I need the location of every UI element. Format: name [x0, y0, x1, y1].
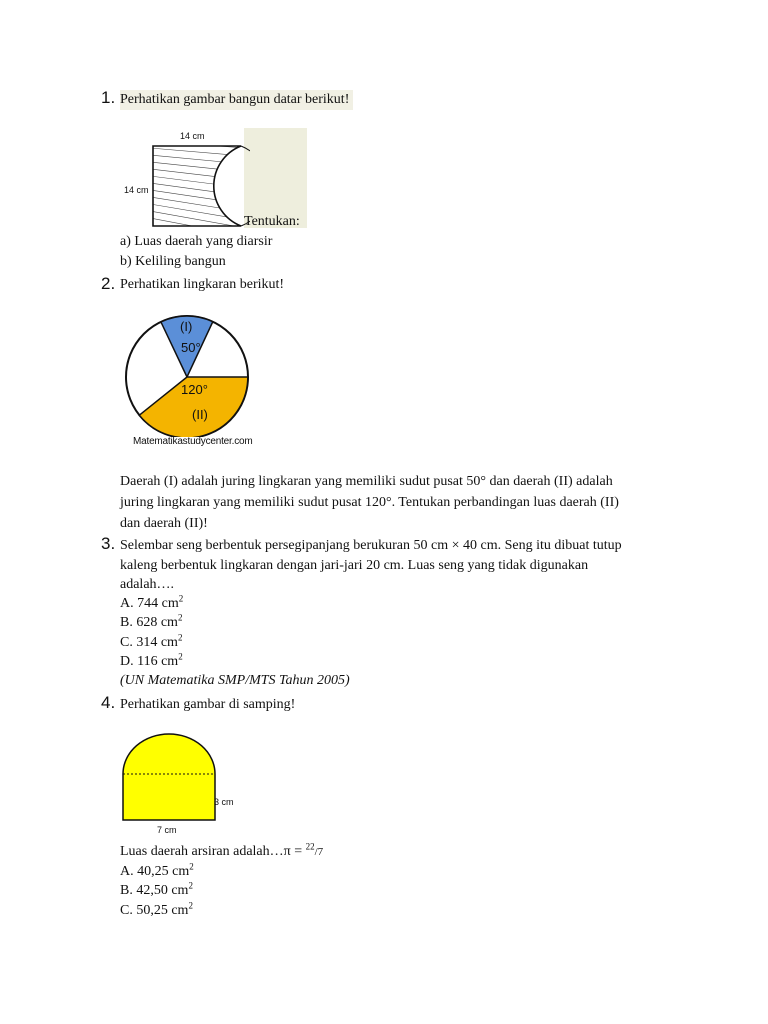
q1-fig-top-label: 14 cm	[180, 131, 205, 141]
q4-fig-bottom-label: 7 cm	[157, 825, 177, 835]
q2-angle-I: 50°	[181, 340, 201, 355]
q3-option-b: B. 628 $cm^2$	[120, 612, 183, 630]
q2-label-I: (I)	[180, 319, 193, 334]
q2-number: 2.	[101, 274, 116, 293]
q1-figure	[120, 128, 250, 230]
q3-line-3: adalah….	[120, 577, 175, 592]
q4-fig-side-label: 3 cm	[214, 797, 234, 807]
q1-fig-left-label: 14 cm	[124, 185, 149, 195]
q3-option-d: D. 116 $cm^2$	[120, 651, 183, 669]
q3-number: 3.	[101, 534, 116, 553]
q2-credit: Matematikastudycenter.com	[133, 436, 253, 447]
q1-tentukan: Tentukan:	[244, 214, 300, 229]
q4-prompt: Perhatikan gambar di samping!	[120, 697, 296, 712]
q1-hatch-lines	[150, 141, 245, 230]
q4-option-c: C. 50,25 $cm^2$	[120, 900, 193, 918]
q4-option-a: A. 40,25 $cm^2$	[120, 861, 194, 879]
q4-figure	[118, 730, 218, 825]
q3-option-c: C. 314 $cm^2$	[120, 632, 183, 650]
q1-option-a: a) Luas daerah yang diarsir	[120, 234, 273, 249]
q4-question: Luas daerah arsiran adalah…π = $^{22}$/7	[120, 841, 324, 859]
q2-body-line-3: dan daerah (II)!	[120, 516, 208, 531]
q2-label-II: (II)	[192, 407, 208, 422]
q2-angle-II: 120°	[181, 382, 208, 397]
q1-number: 1.	[101, 88, 116, 107]
q4-shape	[123, 734, 215, 820]
q4-number: 4.	[101, 693, 116, 712]
q1-prompt: Perhatikan gambar bangun datar berikut!	[120, 90, 353, 110]
q2-body-line-2: juring lingkaran yang memiliki sudut pusat 120°. Tentukan perbandingan luas daerah (II)	[120, 495, 619, 510]
q3-line-2: kaleng berbentuk lingkaran dengan jari-jari 20 cm. Luas seng yang tidak digunakan	[120, 558, 589, 573]
q1-option-b: b) Keliling bangun	[120, 254, 226, 269]
q3-option-a: A. 744 $cm^2$	[120, 593, 184, 611]
q3-source: (UN Matematika SMP/MTS Tahun 2005)	[120, 673, 350, 688]
q2-prompt: Perhatikan lingkaran berikut!	[120, 277, 285, 292]
q2-body-line-1: Daerah (I) adalah juring lingkaran yang memiliki sudut pusat 50° dan daerah (II) adalah	[120, 474, 613, 489]
q3-line-1: Selembar seng berbentuk persegipanjang berukuran 50 cm × 40 cm. Seng itu dibuat tutup	[120, 538, 622, 553]
q4-option-b: B. 42,50 $cm^2$	[120, 880, 193, 898]
